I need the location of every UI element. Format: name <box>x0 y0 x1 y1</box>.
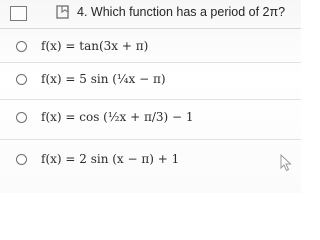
answer-option-c[interactable] <box>0 99 301 135</box>
option-formula-c: f(x) = cos (½x + π/3) − 1 <box>41 110 194 124</box>
answer-option-a[interactable] <box>0 30 301 66</box>
radio-button-c[interactable] <box>16 112 27 123</box>
answer-option-d[interactable] <box>0 139 301 175</box>
radio-button-d[interactable] <box>16 154 27 165</box>
question-prompt: Which function has a period of 2π? <box>90 5 286 19</box>
option-formula-a: f(x) = tan(3x + π) <box>41 39 149 53</box>
question-text <box>77 5 285 19</box>
option-formula-d: f(x) = 2 sin (x − π) + 1 <box>41 152 180 166</box>
question-header <box>0 0 301 28</box>
radio-button-a[interactable] <box>16 41 27 52</box>
radio-button-b[interactable] <box>16 74 27 85</box>
mouse-pointer-icon <box>280 154 292 172</box>
question-number: 4. <box>77 5 88 19</box>
option-formula-b: f(x) = 5 sin (¼x − π) <box>41 72 166 86</box>
header-divider <box>0 28 301 29</box>
flag-icon[interactable] <box>56 5 70 21</box>
answer-option-b[interactable] <box>0 62 301 98</box>
bookmark-box-icon[interactable] <box>10 6 27 21</box>
